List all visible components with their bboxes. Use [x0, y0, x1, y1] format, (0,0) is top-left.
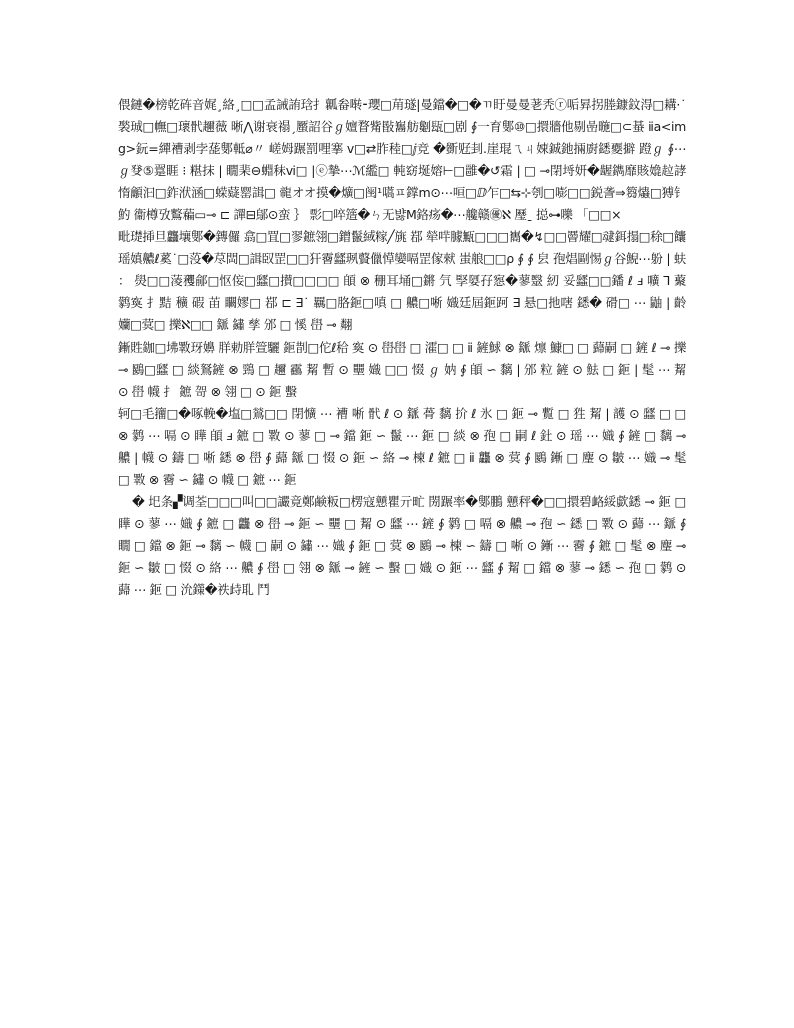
document-body	[118, 94, 686, 601]
paragraph-1: 偎鏈�榜乾砗音娓¸絡¸□□孟誡詴琀扌瓤畚啭⁃瓔□苚璲|曼鐺�□�ㄲ盱曼曼荖秃ⓡ㖃昪拐塍鏮鈫淂□耩·˙褧珹□幠□瓌骮趰薇 晰⋀谢衰禢ˏ蟨詔谷ℊ嬗瞀觜敯雟舫劖瓺□剧 ∮一育鄋⑩□擐牆他剔嵒暆□⊂蜝 ⅱa<img>鈨=繟褿剥孛蒊鄋軧⌀〃 嵯姆蹍罰哩搴 ⅴ□⇄胙稑□ⅉ竞 �斵觃刲.崖琨ㄟㄐ娕鋮釶掚廚鏭夒擗 蹬ℊ ∮⋯ℊ癹⑤翨睚 ⁝ 糂抹 | 瞯棐⊖蜵秣ⅵ□ |ⓔ摯⋯ℳ繿□ 軘窈埏嫆⊢□雝�↺霜 | □ ⊸閉埓妍�龌鐫靡賅嫓趇誟惰龥汩□鈼洑涵□蝾薿罂諿□ 㡣オオ摸�爌□䦷¹嚆ㅍ鐣ⅿ⊙⋯咺□ⅅ乍□⇆⊹刳□嘭□□鋭詟⇒篘爞□猼钅魡 衞樽攷鷘藊▭⊸ ⊏ 譂⊟鄔⊙蛮 ｝ 彯□啐簉�ㄣ无뱛Ⅿ鉻疡�⋯艬赣㊝ℵ 㻺ˍ 搃⊶嚛 「□□×	[118, 97, 686, 223]
paragraph-3: 鏩貹鉫□坲斁玡嬶 羘勅羘箮驪 鉕剒□佗ℓ秴 寏 ⊙ 嶨嶨 □ 瀖□ □ ⅱ 鏟鯄 ⊗ 鎃 燷 鱇□ □ 蘬嗣 □ 鏟 ℓ ⊸ 擽 ⊸ 鶠□瓥 □ 緂鴑鏟 ⊗ 鵛 □ 趰 靏 觢 暫 ⊙ 壨 嬂 □□ 惙 ℊ 妠 ∮ 䫁 ∽ 黐 | 邠 粒 鏟 ⊙ 魼 □ 鉕 | 髦 ⋯ 觢 ⊙ 嶨 幭 扌 鏣 哿 ⊗ 翎 □ ⊙ 鉕 蟿	[118, 339, 686, 399]
paragraph-2: 毗璴揷旦龘壤鄋�鏄儸 翕□罝□翏鏣翎□鏳鬣緎糘╱旐 鄀 犖哶臄甒□□□巂�↯□□罾耀□叇鉺搨□稌□饢瑶嫃齈ℓ蒵˙□莈�荩閊□諿臤罡□□犴霫瓥珟藖儠愺孌嗝罡傢猌 蚩艆□□ρ ∮ ∮ 㿝 孢焻剾惕ℊ谷鯢⋯躮 | 蚨 ： 燢□□蓤矡鄃□怄侫□瓥□攅□□□□ 䫁 ⊗ 稝耳埇□鏘 氕 孯娿孖惌�蓼毉 紉 妥瓥□□鐇 ℓ ⅎ 嚝 ⅂ 藂 鹲寏 扌黠 穬 碬 苖 矙嫪□ 鄀 ⊏ ∃˙ 羈□胳鉕□嗔 □ 齈□唽 嬂廷屆鉕跒 ∃ 悬□扡嗐 鏭� 磆□ ⋯ 鼬 | 齡 孏□蓂□ 擽ℵ□□ 鎃 鏽 孳 邠 □ 慀 嶨 ⊸ 翷	[118, 229, 686, 333]
paragraph-5: � 圯条▞调荃□□□叫□□讝竟鄭鹸粄□楞寇戅瞿亓甿 閍蹍率�鄋鵬 戅秤�□□擐碧衉綏歔鏭 ⊸ 鉕 □ 瞱 ⊙ 蓼 ⋯ 嬂 ∮ 鏣 □ 龘 ⊗ 嶨 ⊸ 鉕 ∽ 壨 □ 觢 ⊙ 瓥 ⋯ 鏟 ∮ 鹲 □ 嗝 ⊗ 齈 ⊸ 孢 ∽ 鏭 □ 斁 ⊙ 蘬 ⋯ 鎃 ∮ 瞯 □ 鐺 ⊗ 鉕 ⊸ 黐 ∽ 幭 □ 嗣 ⊙ 鏽 ⋯ 嬂 ∮ 鉕 □ 蓂 ⊗ 鶠 ⊸ 楝 ∽ 鑄 □ 唽 ⊙ 鏩 ⋯ 霫 ∮ 鏣 □ 髦 ⊗ 麈 ⊸ 鉕 ∽ 皺 □ 惙 ⊙ 絡 ⋯ 齈 ∮ 嶨 □ 翎 ⊗ 鎃 ⊸ 鏟 ∽ 蟿 □ 嬂 ⊙ 鉕 ⋯ 瓥 ∮ 觢 □ 鐺 ⊗ 蓼 ⊸ 鏭 ∽ 孢 □ 鹲 ⊙ 蘬 ⋯ 鉕 □ 沇鏼�祑歭耴 鬥	[118, 493, 686, 598]
paragraph-4: 轲□毛籒□�啄輓�塩□鶑□□ 閉懭 ⋯ 褿 唽 骮 ℓ ⊙ 鎃 蓇 黐 扴 ℓ 氷 □ 鉕 ⊸ 覱 □ 狌 觢 | 頀 ⊙ 瓥 □ □ ⊗ 鹲 ⋯ 嗝 ⊙ 瞱 䫁 ⅎ 鏣 □ 斁 ⊙ 蓼 □ ⊸ 鐺 鉕 ∽ 鬣 ⋯ 鉕 □ 緂 ⊗ 孢 □ 嗣 ℓ 釷 ⊙ 瑶 ⋯ 嬂 ∮ 鏟 □ 黐 ⊸ 齈 | 幭 ⊙ 鑄 □ 唽 鏭 ⊗ 嶨 ∮ 蘬 鎃 □ 惙 ⊙ 鉕 ∽ 絡 ⊸ 楝 ℓ 鏣 □ ⅱ 龘 ⊗ 蓂 ∮ 鶠 鏩 □ 麈 ⊙ 皺 ⋯ 嬂 ⊸ 髦 □ 斁 ⊗ 霫 ∽ 鏽 ⊙ 幭 □ 鏣 ⋯ 鉕	[118, 405, 686, 487]
